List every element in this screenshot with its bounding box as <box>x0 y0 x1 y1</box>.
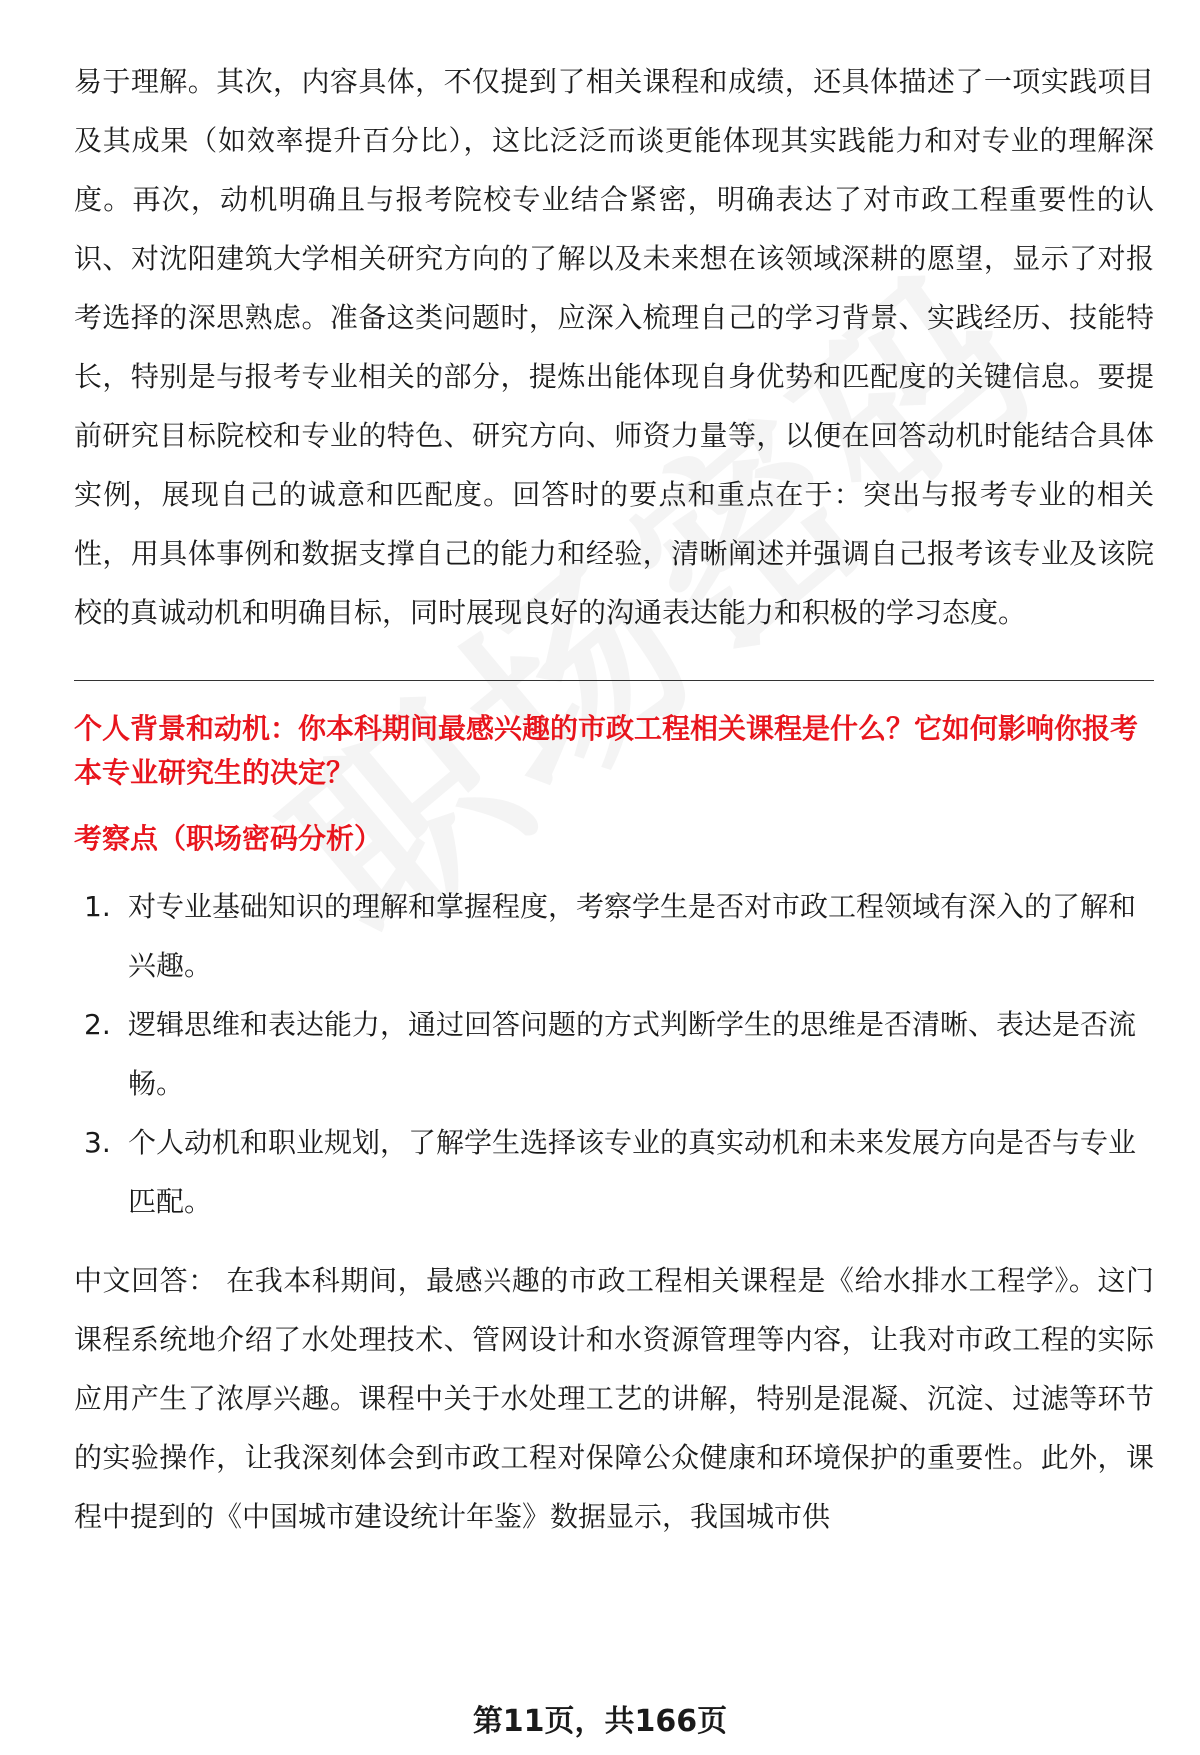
list-item <box>74 995 1154 1113</box>
list-item-text: 对专业基础知识的理解和掌握程度，考察学生是否对市政工程领域有深入的了解和兴趣。 <box>128 890 1137 982</box>
intro-paragraph: 易于理解。其次，内容具体，不仅提到了相关课程和成绩，还具体描述了一项实践项目及其成果（如效率提升百分比），这比泛泛而谈更能体现其实践能力和对专业的理解深度。再次，动机明确且与报考院校专业结合紧密，明确表达了对市政工程重要性的认识、对沈阳建筑大学相关研究方向的了解以及未来想在该领域深耕的愿望，显示了对报考选择的深思熟虑。准备这类问题时，应深入梳理自己的学习背景、实践经历、技能特长，特别是与报考专业相关的部分，提炼出能体现自身优势和匹配度的关键信息。要提前研究目标院校和专业的特色、研究方向、师资力量等，以便在回答动机时能结合具体实例，展现自己的诚意和匹配度。回答时的要点和重点在于：突出与报考专业的相关性，用具体事例和数据支撑自己的能力和经验，清晰阐述并强调自己报考该专业及该院校的真诚动机和明确目标，同时展现良好的沟通表达能力和积极的学习态度。 <box>74 65 1154 629</box>
list-item <box>74 1113 1154 1231</box>
assessment-points-list <box>74 877 1154 1231</box>
list-item-number: 3. <box>84 1126 111 1159</box>
list-item-text: 个人动机和职业规划，了解学生选择该专业的真实动机和未来发展方向是否与专业匹配。 <box>128 1126 1137 1218</box>
list-item <box>74 877 1154 995</box>
question-title: 个人背景和动机：你本科期间最感兴趣的市政工程相关课程是什么？它如何影响你报考本专业研究生的决定？ <box>74 712 1139 789</box>
list-item-number: 2. <box>84 1008 111 1041</box>
list-item-text: 逻辑思维和表达能力，通过回答问题的方式判断学生的思维是否清晰、表达是否流畅。 <box>128 1008 1137 1100</box>
section-divider <box>74 680 1154 681</box>
page-content <box>74 52 1154 1546</box>
list-item-number: 1. <box>84 890 111 923</box>
page-footer: 第11页，共166页 <box>472 1704 728 1739</box>
assessment-heading: 考察点（职场密码分析） <box>74 822 383 855</box>
answer-paragraph: 中文回答： 在我本科期间，最感兴趣的市政工程相关课程是《给水排水工程学》。这门课程系统地介绍了水处理技术、管网设计和水资源管理等内容，让我对市政工程的实际应用产生了浓厚兴趣。课程中关于水处理工艺的讲解，特别是混凝、沉淀、过滤等环节的实验操作，让我深刻体会到市政工程对保障公众健康和环境保护的重要性。此外，课程中提到的《中国城市建设统计年鉴》数据显示，我国城市供 <box>74 1264 1154 1533</box>
